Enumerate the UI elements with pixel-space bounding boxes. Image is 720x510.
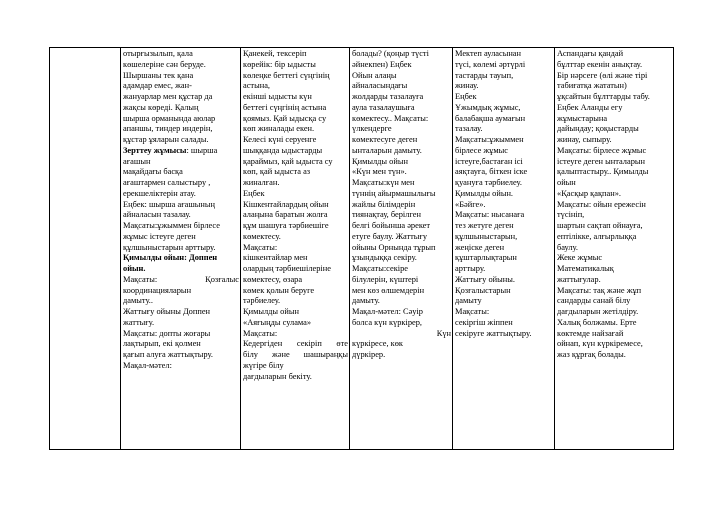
text-line: айналасындағы <box>352 81 408 91</box>
text-line: Бір нәрсеге (өлі және тірі <box>557 70 648 80</box>
text-line: ойын <box>557 178 576 187</box>
text-line: координацияларын <box>123 285 192 295</box>
text-line: Халық болжамы. Ерте <box>557 317 637 327</box>
text-line: Жаттығу ойыны. <box>455 274 515 284</box>
text-line: «Бәйге». <box>455 199 486 209</box>
table-cell-column-1 <box>123 49 239 449</box>
text-line: болса күн күркірер, <box>352 317 423 327</box>
text-line: астына, <box>243 81 271 91</box>
text-line: қағып алуға жаттықтыру. <box>123 350 213 359</box>
text-line: Еңбек: шырша ағашының <box>123 199 216 209</box>
text-line: Мақсаты:күн мен <box>352 178 415 187</box>
text-line: Жаттығу ойыны Доппен <box>123 307 211 316</box>
text-line: Келесі күні серуенге <box>243 135 317 144</box>
text-line: «Аяғыңды сулама» <box>243 317 312 327</box>
text-line: жануарлар мен құстар да <box>123 92 213 101</box>
text-line: Мақсаты:секіре <box>352 264 409 273</box>
text-line: айналасын тазалау. <box>123 210 191 220</box>
text-line: дүркірер. <box>352 350 386 359</box>
text-line: бұлттар екенін анықтау. <box>557 59 643 69</box>
text-line: қоямыз. Қай ыдысқа су <box>243 113 327 123</box>
text-line: көмектесу. <box>243 231 281 241</box>
text-line: көмектесу, өзара <box>243 274 303 284</box>
text-line: дайындау; қоқыстарды <box>557 124 639 134</box>
text-line: Еңбек Аланды егу <box>557 102 623 112</box>
text-line: баулу. <box>557 242 578 252</box>
text-run: : шырша <box>186 145 218 155</box>
text-line: жиналған. <box>243 178 280 187</box>
text-line: Мақсаты: <box>243 328 278 338</box>
text-line: Мектеп ауласынан <box>455 49 521 58</box>
text-line: істеуге деген ынталарын <box>557 156 645 166</box>
text-line: ынталарын дамыту. <box>352 145 422 155</box>
text-line: Мақал-мәтел: Сәуір <box>352 307 423 316</box>
text-line: жинау. <box>455 81 479 91</box>
text-line: көшелеріне сән беруде. <box>123 59 206 69</box>
text-line: тез жетуге деген <box>455 221 514 230</box>
text-line: Мақсаты: нысанаға <box>455 210 525 220</box>
text-line: жаттығу. <box>123 317 155 327</box>
text-line: түсініп, <box>557 210 585 220</box>
text-line: тәрбиелеу. <box>243 296 281 306</box>
text-line: дамыту <box>455 296 482 306</box>
table-cell-column-4 <box>455 49 553 449</box>
text-line: күркіресе, көк <box>352 339 404 349</box>
text-line: кішкентайлар мен <box>243 253 308 263</box>
text-line: мен көз өлшемдерін <box>352 285 425 295</box>
text-line: Мақал-мәтел: <box>123 360 172 370</box>
text-line: Шыршаны тек қана <box>123 70 194 80</box>
text-line: құм шашуға тәрбиешіге <box>243 221 329 230</box>
text-line: арттыру. <box>455 264 486 273</box>
text-line: істеуге,бастаған ісі <box>455 156 523 166</box>
text-word: Қозғалыс <box>205 274 239 284</box>
text-line: Қимылды ойын: Доппен <box>123 253 218 263</box>
text-line: көлеңке беттегі сүңгінің <box>243 70 330 80</box>
text-line: ағашын <box>123 156 151 166</box>
text-line: жұмыс істеуге деген <box>123 231 196 241</box>
text-line: ұқсайтын бұлттарды табу. <box>557 92 650 101</box>
text-line: көмектесуге деген <box>352 135 418 144</box>
text-line: сандарды санай білу <box>557 296 631 306</box>
text-line: Қимылды ойын. <box>455 188 514 198</box>
text-line: «Қасқыр қақпан». <box>557 188 622 198</box>
text-line: түсі, көлемі әртүрлі <box>455 59 526 69</box>
text-line: Ұжымдық жұмыс, <box>455 102 521 112</box>
text-line: секіруге жаттықтыру. <box>455 328 532 338</box>
text-line: құлшыныстарын арттыру. <box>123 242 216 252</box>
text-line: көп жиналады екен. <box>243 124 315 134</box>
text-line: Қозғалыстарын <box>455 285 511 295</box>
text-line: дағдыларын бекіту. <box>243 371 312 381</box>
text-word: Мақсаты: <box>123 274 158 284</box>
text-line: дағдыларын жетілдіру. <box>557 307 639 316</box>
text-line: Мақсаты: <box>243 242 278 252</box>
text-line: жайлы білімдерін <box>352 199 416 209</box>
text-line: құлшыныстарын, <box>455 231 518 241</box>
text-line: шартын сақтап ойнауға, <box>557 221 643 230</box>
table-cell-column-2 <box>243 49 348 449</box>
text-line: олардың тәрбиешілеріне <box>243 264 331 273</box>
table-cell-column-5 <box>557 49 672 449</box>
text-line: ойыны Орнында тұрып <box>352 242 436 252</box>
text-line: жаз құрғақ болады. <box>557 350 626 359</box>
text-line: жеңіске деген <box>455 242 505 252</box>
text-line: шырша орманында аюлар <box>123 113 216 123</box>
text-line: аула тазалаушыға <box>352 102 415 112</box>
text-line: түннің айырмашылығы <box>352 188 436 198</box>
text-line: қалыптастыру.. Қимылды <box>557 167 649 177</box>
text-line <box>123 146 239 157</box>
text-line: Күн <box>436 328 451 338</box>
table-cell-column-3 <box>352 49 451 449</box>
text-line: ерекшеліктерін атау. <box>123 188 196 198</box>
text-line: мақайдағы басқа <box>123 167 183 177</box>
text-line: Ойын алаңы <box>352 70 397 80</box>
text-word: Кедергіден <box>243 339 283 349</box>
text-line: Қанекей, тексеріп <box>243 49 307 58</box>
text-run: Зерттеу жұмысы <box>123 145 187 155</box>
text-line: көктемде найзағай <box>557 328 624 338</box>
text-line: жаттығулар. <box>557 274 601 284</box>
text-line: көмек қолын беруге <box>243 285 315 295</box>
text-line: Еңбек <box>455 92 477 101</box>
text-word: шашыраңқы <box>303 350 348 359</box>
text-line: Мақсаты: ойын ережесін <box>557 199 646 209</box>
text-line: жүгіре білу <box>243 360 284 370</box>
text-line: апаншы, тиндер индерін, <box>123 124 213 134</box>
text-word: білу <box>243 350 258 359</box>
text-line: тазалау. <box>455 124 483 134</box>
text-line: Математикалық <box>557 264 614 273</box>
text-line: лақтырып, екі қолмен <box>123 339 201 349</box>
text-line: көп, қай ыдыста аз <box>243 167 311 177</box>
text-line: екінші ыдысты күн <box>243 92 312 101</box>
text-line: Еңбек <box>243 188 265 198</box>
text-line: жолдарды тазалауға <box>352 92 424 101</box>
text-line: қуануға тәрбиелеу. <box>455 178 522 187</box>
text-line: Мақсаты:ұжыммен бірлесе <box>123 221 220 230</box>
text-line: балабақша аумағын <box>455 113 526 123</box>
text-line: үлкендерге <box>352 124 392 134</box>
text-line: әйнекпен) Еңбек <box>352 59 412 69</box>
text-line <box>243 350 348 361</box>
text-line: жұмыстарына <box>557 113 608 123</box>
text-line: отырғызылып, қала <box>123 49 193 58</box>
text-line: секіргіш жіппен <box>455 317 513 327</box>
text-word: секіріп <box>296 339 322 349</box>
text-line: қараймыз, қай ыдыста су <box>243 156 333 166</box>
text-line: дамыту.. <box>123 296 153 306</box>
text-line: Мақсаты:ұжыммен <box>455 135 524 144</box>
text-line: Қимылды ойын <box>243 307 299 316</box>
text-line: білулерін, күштері <box>352 274 419 284</box>
text-line: жинау, сыпыру. <box>557 135 612 144</box>
text-line: көрейік: бір ыдысты <box>243 59 316 69</box>
text-line: Мақсаты: бірлесе жұмыс <box>557 145 647 155</box>
text-line: етуге баулу. Жаттығу <box>352 231 428 241</box>
text-line: Мақсаты: допты жоғары <box>123 328 211 338</box>
text-line: алаңына баратын жолға <box>243 210 328 220</box>
text-line: дамыту. <box>352 296 380 306</box>
text-line: ойын. <box>123 264 146 273</box>
text-line: «Күн мен түн». <box>352 167 407 177</box>
text-line: ағаштармен салыстыру , <box>123 178 211 187</box>
text-line: Кішкентайлардың ойын <box>243 199 329 209</box>
text-line: беттегі сүңгінің астына <box>243 102 327 112</box>
text-line: Аспандағы қандай <box>557 49 624 58</box>
text-line: ұзындыққа секіру. <box>352 253 417 263</box>
text-line: Мақсаты: тақ және жұп <box>557 285 642 295</box>
text-line <box>123 275 239 286</box>
text-line: ойнап, күн күркіремесе, <box>557 339 643 349</box>
text-word: және <box>271 350 290 359</box>
text-line: Жеке жұмыс <box>557 253 603 263</box>
text-line: бірлесе жұмыс <box>455 145 509 155</box>
text-line: адамдар емес, жан- <box>123 81 192 91</box>
text-line: белгі бойынша әрекет <box>352 221 431 230</box>
text-line: Қимылды ойын <box>352 156 408 166</box>
text-line: аяқтауға, біткен іске <box>455 167 528 177</box>
text-line: болады? (қоңыр түсті <box>352 49 429 58</box>
text-line: көмектесу.. Мақсаты: <box>352 113 429 123</box>
text-line: құстар ұяларын салады. <box>123 135 209 144</box>
text-word: өте <box>336 339 348 349</box>
text-line: ептілікке, алғырлыққа <box>557 231 637 241</box>
text-line: Мақсаты: <box>455 307 490 316</box>
text-line: құштарлықтарын <box>455 253 517 263</box>
text-line <box>243 339 348 350</box>
text-line: табиғатқа жататын) <box>557 81 627 91</box>
text-line: тиянақтау, берілген <box>352 210 421 220</box>
text-line: шыққанда ыдыстарды <box>243 145 323 155</box>
text-line: жақсы көреді. Қалың <box>123 102 199 112</box>
text-line: тастарды тауып, <box>455 70 514 80</box>
